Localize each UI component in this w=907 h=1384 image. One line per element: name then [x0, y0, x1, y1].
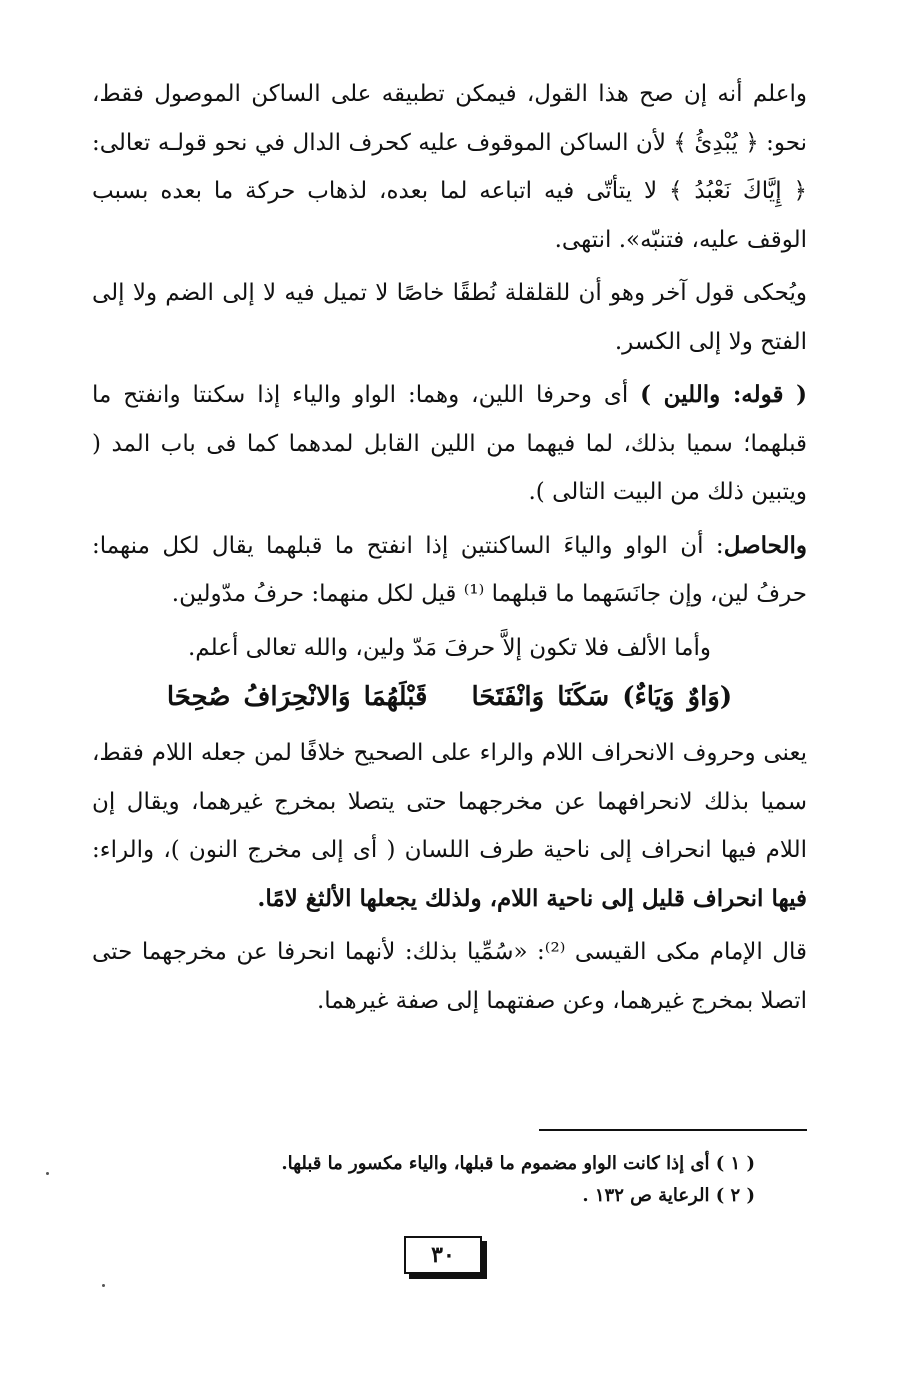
paragraph-1 [92, 70, 807, 264]
paragraph-5 [92, 624, 807, 673]
paragraph-6-bold: فيها انحراف قليل إلى ناحية اللام، ولذلك يجعلها الألثغ لامًا. [257, 884, 807, 912]
paragraph-6 [92, 729, 807, 923]
footnote-divider [539, 1129, 807, 1131]
page-body [92, 70, 807, 1030]
footnotes [195, 1148, 755, 1212]
paragraph-3-lead: ( قوله: واللين ) [640, 381, 807, 408]
paragraph-3 [92, 371, 807, 517]
paragraph-2-text: ويُحكى قول آخر وهو أن للقلقلة نُطقًا خاصًا لا تميل فيه لا إلى الضم ولا إلى الفتح ولا إلى الكسر. [92, 280, 807, 355]
paragraph-5-text: وأما الألف فلا تكون إلاَّ حرفَ مَدّ ولين، والله تعالى أعلم. [188, 634, 711, 661]
paragraph-1-text: واعلم أنه إن صح هذا القول، فيمكن تطبيقه على الساكن الموصول فقط، نحو: ﴿ يُبْدِئُ ﴾ لأن الساكن الموقوف عليه كحرف الدال في نحو قولـه تعالى: ﴿ إِيَّاكَ نَعْبُدُ ﴾ لا يتأتّى فيه اتباعه لما بعده، لذهاب حركة ما بعده بسبب الوقف عليه، فتنبّه». انتهى. [92, 81, 807, 253]
verse-hemistich-right: (وَاوٌ وَيَاءٌ) سَكَنَا وَانْفَتَحَا [471, 682, 733, 712]
paragraph-7 [92, 928, 807, 1025]
scan-speck [46, 1172, 49, 1175]
footnote-1: ( ١ ) أى إذا كانت الواو مضموم ما قبلها، والياء مكسور ما قبلها. [281, 1153, 755, 1174]
paragraph-7-text: قال الإمام مكى القيسى ⁽²⁾: «سُمِّيا بذلك: لأنهما انحرفا عن مخرجهما حتى اتصلا بمخرج غيرهما، وعن صفتهما إلى صفة غيرهما. [92, 939, 808, 1014]
paragraph-4 [92, 522, 807, 619]
paragraph-2 [92, 269, 807, 366]
paragraph-6-text: يعنى وحروف الانحراف اللام والراء على الصحيح خلافًا لمن جعله اللام فقط، سميا بذلك لانحرافهما عن مخرجهما حتى يتصلا بمخرج غيرهما، ويقال إن اللام فيها انحراف إلى ناحية طرف اللسان ( أى إلى مخرج النون )، والراء: [92, 740, 807, 863]
verse-hemistich-left: قَبْلَهُمَا وَالانْحِرَافُ صُحِحَا [166, 682, 428, 712]
paragraph-3-text: أى وحرفا اللين، وهما: الواو والياء إذا سكنتا وانفتح ما قبلهما؛ سميا بذلك، لما فيهما من اللين القابل لمدهما كما فى باب المد ( ويتبين ذلك من البيت التالى ). [92, 382, 807, 505]
scan-speck [102, 1284, 105, 1287]
footnote-2: ( ٢ ) الرعاية ص ١٣٢ . [582, 1185, 755, 1206]
paragraph-4-lead: والحاصل [723, 531, 807, 559]
poem-verse [92, 673, 807, 721]
paragraph-4-text: : أن الواو والياءَ الساكنتين إذا انفتح ما قبلهما يقال لكل منهما: حرفُ لين، وإن جانَسَهما ما قبلهما ⁽¹⁾ قيل لكل منهما: حرفُ مدّولين. [92, 532, 807, 607]
page-number: ٣٠ [404, 1236, 482, 1274]
